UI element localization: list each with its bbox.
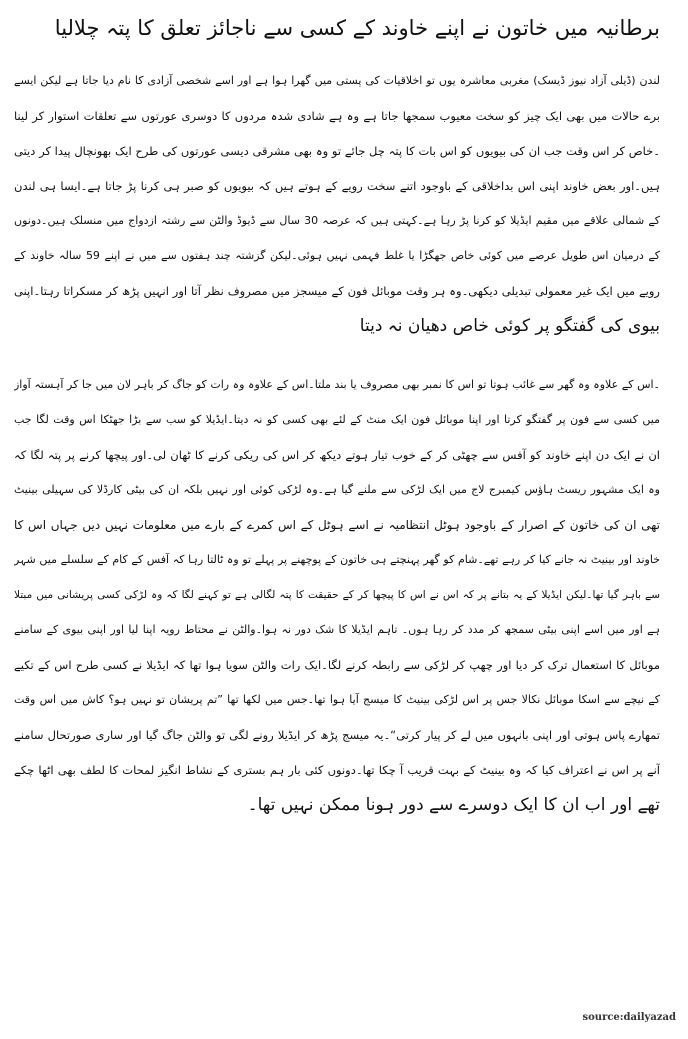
paragraph-line: لندن (ڈیلی آزاد نیوز ڈیسک) مغربی معاشرہ یوں تو اخلاقیات کی پستی میں گھرا ہوا ہے اور اسے شخصی آزادی کا نام دیا جاتا ہے لیکن ایسے xyxy=(14,74,660,87)
paragraph-line: تمھارے پاس ہوتی اور اپنی بانہوں میں لے کر پیار کرتی“۔یہ میسج پڑھ کر ایڈیلا رونے لگی تو والٹن جاگ گیا اور ساری صورتحال سامنے xyxy=(14,728,660,742)
paragraph-line: ہیں۔اور بعض خاوند اپنی اس بداخلاقی کے باوجود اتنے سخت رویے کے ہوتے ہیں کہ بیویوں کو صبر ہی کرنا پڑ جاتا ہے۔ایسا ہی لندن xyxy=(14,179,660,193)
paragraph-line: خاوند اور بینیٹ نہ جانے کیا کر رہے تھے۔شام کو گھر پہنچتے ہی خاتون کے پوچھنے پر پہلے تو وہ ٹالتا رہا کہ آفس کے کام کے سلسلے میں شہر xyxy=(14,553,660,566)
paragraph-line: رویے میں ایک غیر معمولی تبدیلی دیکھی۔وہ ہر وقت موبائل فون کے میسجز میں مصروف نظر آتا اور انہیں پڑھ کر مسکراتا رہتا۔اپنی xyxy=(14,284,660,298)
article-title: برطانیہ میں خاتون نے اپنے خاوند کے کسی سے ناجائز تعلق کا پتہ چلالیا xyxy=(54,16,660,40)
paragraph-line: ۔اس کے علاوہ وہ گھر سے غائب ہوتا تو اس کا نمبر بھی مصروف یا بند ملتا۔اس کے علاوہ وہ رات کو جاگ کر باہر لان میں جا کر آہستہ آواز xyxy=(14,378,660,391)
paragraph-line: میں کسی سے فون پر گفتگو کرتا اور اپنا موبائل فون ایک منٹ کے لئے بھی کسی کو نہ دیتا۔ایڈیلا کو سب سے بڑا جھٹکا اس وقت لگا جب xyxy=(14,413,660,426)
paragraph-line: کے نیچے سے اسکا موبائل نکالا جس پر اس لڑکی بینیٹ کا میسج آیا ہوا تھا۔جس میں لکھا تھا ”تم پریشان تو نہیں ہو؟ کاش میں اس وقت xyxy=(14,693,660,706)
paragraph-line: بیوی کی گفتگو پر کوئی خاص دھیان نہ دیتا xyxy=(359,316,660,336)
paragraph-line: تھی ان کی خاتون کے اصرار کے باوجود ہوٹل انتظامیہ نے اسے ہوٹل کے اس کمرے کے بارے میں معلومات نہیں دیں جہاں اس کا xyxy=(14,518,660,532)
source-credit: source:dailyazad xyxy=(582,1012,676,1023)
paragraph-line: کے درمیان اس طویل عرصے میں کوئی خاص جھگڑا یا غلط فہمی نہیں ہوئی۔لیکن گزشتہ چند ہفتوں سے میں نے اپنے 59 سالہ خاوند کے xyxy=(14,249,660,262)
paragraph-line: تھے اور اب ان کا ایک دوسرے سے دور ہونا ممکن نہیں تھا۔ xyxy=(247,795,660,815)
paragraph-line: کے شمالی علاقے میں مقیم ایڈیلا کو کرنا پڑ رہا ہے۔کہتی ہیں کہ عرصہ 30 سال سے ڈیوڈ والٹن سے رشتہ ازدواج میں منسلک ہیں۔دونوں xyxy=(14,214,660,227)
paragraph-line: ہے اور میں اسے اپنی بیٹی سمجھ کر مدد کر رہا ہوں۔ تاہم ایڈیلا کا شک دور نہ ہوا۔والٹن نے محتاط رویہ اپنا لیا اور اپنی بیوی کے سامنے xyxy=(14,623,660,636)
paragraph-line: ۔خاص کر اس وقت جب ان کی بیویوں کو اس بات کا پتہ چل جائے تو وہ بھی مشرقی دیسی عورتوں کی طرح ایک بھونچال پیدا کر دیتی xyxy=(14,144,660,158)
paragraph-line: موبائل کا استعمال ترک کر دیا اور چھپ کر لڑکی سے رابطہ کرنے لگا۔ایک رات والٹن سویا ہوا تھا کہ ایڈیلا نے کسی طرح اس کے تکیے xyxy=(14,658,660,672)
paragraph-line: برے حالات میں بھی ایک چیز کو سخت معیوب سمجھا جاتا ہے وہ ہے شادی شدہ مردوں کا دوسری عورتوں سے تعلقات استوار کر لینا xyxy=(14,109,660,123)
paragraph-line: سے باہر گیا تھا۔لیکن ایڈیلا کے یہ بتانے پر کہ اس نے اس کا پیچھا کر کے حقیقت کا پتہ لگالی ہے تو کہنے لگا کہ وہ لڑکی کسی پریشانی میں مبتلا xyxy=(14,589,660,601)
paragraph-line: ان نے ایک دن اپنے خاوند کو آفس سے چھٹی کر کے خوب تیار ہوتے دیکھ کر اس کی ریکی کرنے کا ٹھان لی۔اور پیچھا کرنے پر پتہ لگا کہ xyxy=(14,448,660,462)
paragraph-line: آنے پر اس نے اعتراف کیا کہ وہ بینیٹ کے بہت قریب آ چکا تھا۔دونوں کئی بار ہم بستری کے نشاط انگیز لمحات کا لطف بھی اٹھا چکے xyxy=(14,763,660,777)
paragraph-line: وہ ایک مشہور ریسٹ ہاؤس کیمبرج لاج میں ایک لڑکی سے ملنے گیا ہے۔وہ لڑکی کوئی اور نہیں بلکہ ان کی بیٹی کارڈلا کی سہیلی بینیٹ xyxy=(14,483,660,496)
